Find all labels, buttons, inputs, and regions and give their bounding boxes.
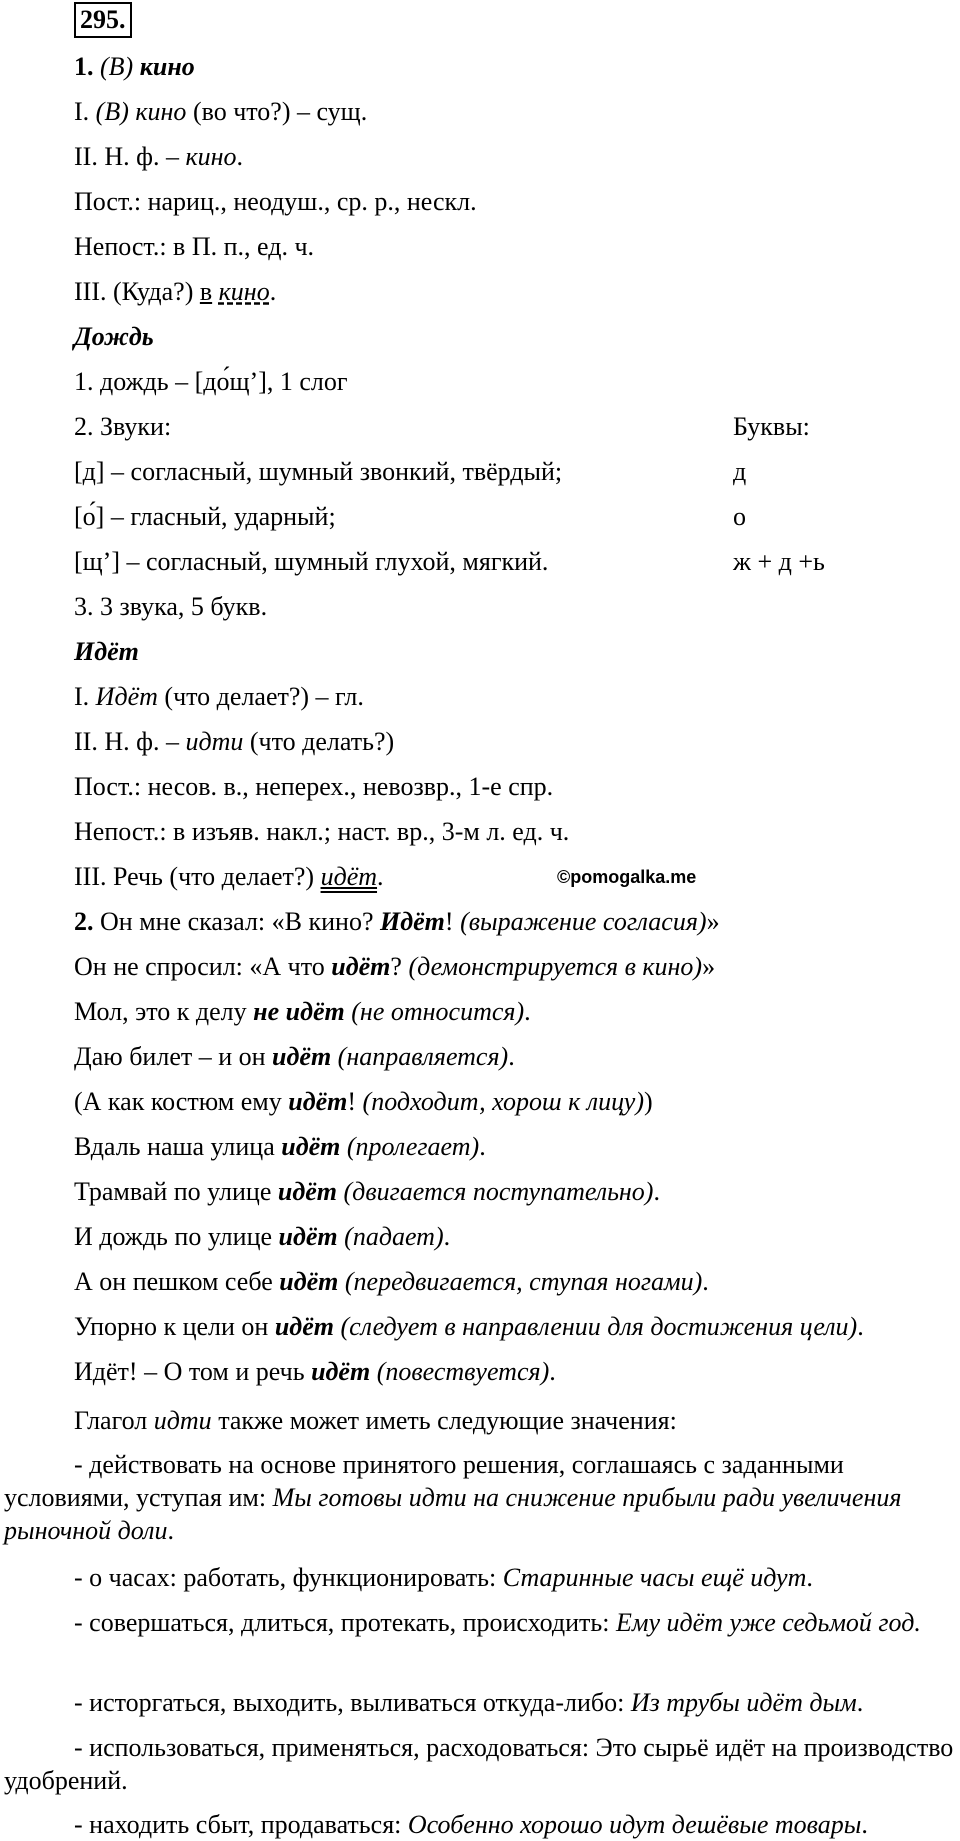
meaning-item: - совершаться, длиться, протекать, происходить: Ему идёт уже седьмой год. xyxy=(74,1608,921,1637)
dozhd-sounds-header: 2. Звуки: xyxy=(74,412,172,441)
idet-line-5: III. Речь (что делает?) идёт. xyxy=(74,862,384,891)
idet-line-3: Пост.: несов. в., неперех., невозвр., 1-е спр. xyxy=(74,772,554,801)
part2-line: Трамвай по улице идёт (двигается поступательно). xyxy=(74,1177,660,1206)
sound-letters: д xyxy=(733,457,747,486)
dozhd-title: Дождь xyxy=(74,322,154,351)
part2-line: Упорно к цели он идёт (следует в направлении для достижения цели). xyxy=(74,1312,864,1341)
sound-row: [щ’] – согласный, шумный глухой, мягкий. xyxy=(74,547,549,576)
morph-line-2: II. Н. ф. – кино. xyxy=(74,142,244,171)
idet-line-4: Непост.: в изъяв. накл.; наст. вр., 3-м л. ед. ч. xyxy=(74,817,570,846)
meaning-item: - о часах: работать, функционировать: Старинные часы ещё идут. xyxy=(74,1563,813,1592)
meaning-item: - использоваться, применяться, расходоваться: Это сырьё идёт на производство удобрений. xyxy=(4,1733,954,1795)
part2-line: А он пешком себе идёт (передвигается, ступая ногами). xyxy=(74,1267,709,1296)
morph-line-3: Пост.: нариц., неодуш., ср. р., нескл. xyxy=(74,187,477,216)
meanings-intro: Глагол идти также может иметь следующие значения: xyxy=(74,1406,677,1435)
watermark: ©pomogalka.me xyxy=(557,867,697,887)
idet-title: Идёт xyxy=(74,637,139,666)
dozhd-line-3: 3. 3 звука, 5 букв. xyxy=(74,592,268,621)
sound-row: [о́] – гласный, ударный; xyxy=(74,502,336,531)
part2-line: (А как костюм ему идёт! (подходит, хорош к лицу)) xyxy=(74,1087,653,1116)
sound-row: [д] – согласный, шумный звонкий, твёрдый; xyxy=(74,457,563,486)
part2-line: 2. Он мне сказал: «В кино? Идёт! (выражение согласия)» xyxy=(74,907,720,936)
part1-heading: 1. (В) кино xyxy=(74,52,195,81)
morph-line-4: Непост.: в П. п., ед. ч. xyxy=(74,232,315,261)
dozhd-line-1: 1. дождь – [до́щ’], 1 слог xyxy=(74,367,348,396)
part2-line: Вдаль наша улица идёт (пролегает). xyxy=(74,1132,486,1161)
morph-line-1: I. (В) кино (во что?) – сущ. xyxy=(74,97,368,126)
exercise-number: 295. xyxy=(74,2,132,38)
morph-line-5: III. (Куда?) в кино. xyxy=(74,277,277,306)
part2-line: Даю билет – и он идёт (направляется). xyxy=(74,1042,515,1071)
part2-line: Мол, это к делу не идёт (не относится). xyxy=(74,997,531,1026)
sound-letters: ж + д +ь xyxy=(733,547,825,576)
meaning-item: - действовать на основе принятого решения, соглашаясь с заданными условиями, уступая им: Мы готовы идти на снижение прибыли ради увеличения рыночной доли. xyxy=(4,1450,902,1545)
part2-line: Идёт! – О том и речь идёт (повествуется). xyxy=(74,1357,556,1386)
sound-letters: о xyxy=(733,502,746,531)
meaning-item: - исторгаться, выходить, выливаться откуда-либо: Из трубы идёт дым. xyxy=(74,1688,864,1717)
idet-line-1: I. Идёт (что делает?) – гл. xyxy=(74,682,364,711)
meaning-item: - находить сбыт, продаваться: Особенно хорошо идут дешёвые товары. xyxy=(74,1810,868,1839)
part2-line: Он не спросил: «А что идёт? (демонстрируется в кино)» xyxy=(74,952,716,981)
dozhd-letters-header: Буквы: xyxy=(733,412,810,441)
part2-line: И дождь по улице идёт (падает). xyxy=(74,1222,451,1251)
idet-line-2: II. Н. ф. – идти (что делать?) xyxy=(74,727,395,756)
